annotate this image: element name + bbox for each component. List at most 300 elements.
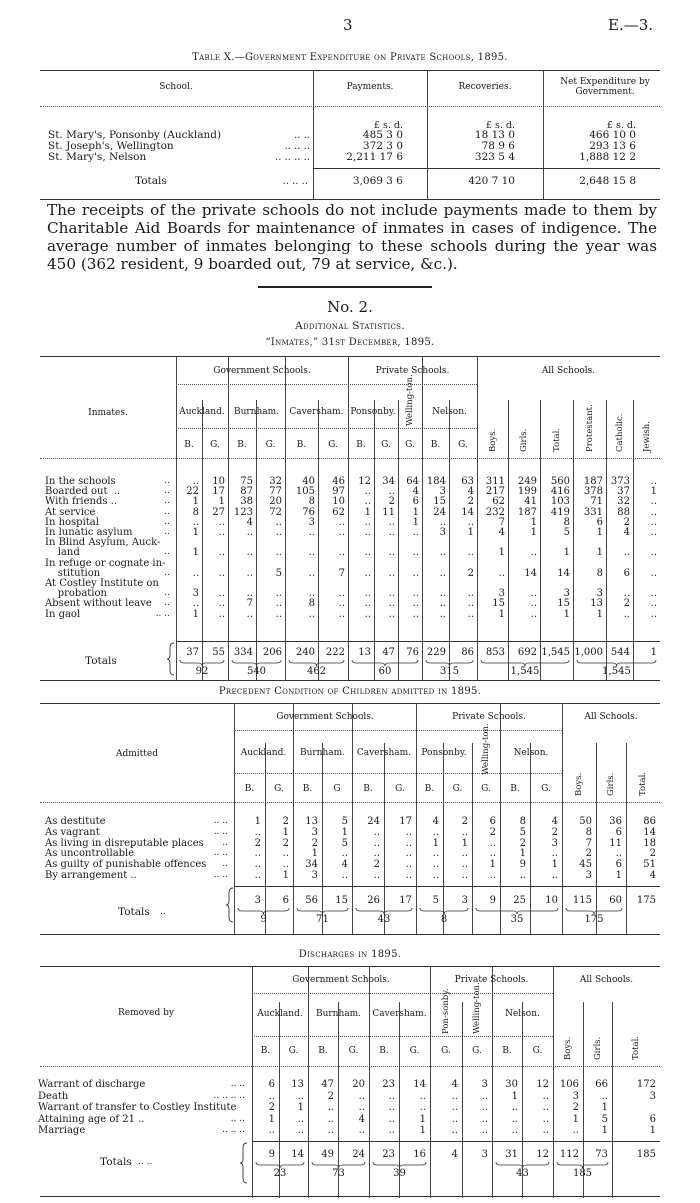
- total-net: 2,648 15 8: [579, 175, 636, 187]
- cell-value: ..: [388, 608, 395, 620]
- cell-value: ..: [419, 1102, 426, 1114]
- cell-value: 75: [240, 476, 253, 487]
- column-rule: [508, 400, 509, 680]
- cell-value: ..: [246, 547, 253, 559]
- cell-value: 37: [617, 486, 630, 498]
- cell-value: ..: [451, 1113, 458, 1125]
- cell-value: 6: [615, 859, 622, 871]
- unit-label: £ s. d.: [485, 120, 515, 131]
- cell-value: 4: [341, 859, 348, 871]
- sex-header: B.: [379, 1046, 389, 1056]
- total-value: 544: [610, 647, 630, 658]
- cell-value: 3: [311, 870, 318, 881]
- cell-value: 1: [489, 859, 496, 871]
- cell-value: ..: [297, 1125, 304, 1137]
- cell-value: ..: [275, 547, 282, 559]
- cell-value: 86: [643, 816, 656, 827]
- cell-value: ..: [388, 1113, 395, 1125]
- cell-value: ..: [405, 859, 412, 871]
- cell-value: ..: [308, 547, 315, 559]
- cell-value: 7: [338, 567, 345, 579]
- cell-value: 373: [610, 476, 630, 487]
- group-header-all: All Schools.: [579, 975, 634, 985]
- all-schools-header: Total.: [551, 427, 562, 452]
- sex-header: G.: [452, 784, 463, 794]
- section-number: No. 2.: [327, 298, 373, 316]
- rule-line: [176, 641, 660, 642]
- cell-value: ..: [364, 496, 371, 508]
- cell-value: 331: [583, 506, 603, 518]
- cell-value: 3: [311, 826, 318, 838]
- sex-header: B.: [424, 784, 435, 794]
- cell-value: ..: [461, 859, 468, 871]
- cell-value: ..: [338, 608, 345, 620]
- cell-value: ..: [388, 1125, 395, 1137]
- cell-value: 2: [551, 826, 558, 838]
- row-label: As guilty of punishable offences: [45, 859, 207, 871]
- leader-dots: .. ..: [138, 1157, 153, 1167]
- sex-header: B.: [237, 440, 247, 450]
- cell-value: 378: [583, 486, 603, 498]
- total-value: 73: [595, 1149, 608, 1160]
- cell-value: 1: [461, 837, 468, 849]
- group-total: 8: [440, 914, 448, 925]
- rule-line: [176, 428, 477, 429]
- cell-value: 2: [268, 1102, 275, 1114]
- cell-value: 4: [412, 486, 419, 498]
- row-label: probation: [45, 588, 107, 600]
- cell-value: ..: [388, 486, 395, 498]
- all-schools-header: Girls.: [606, 772, 616, 796]
- cell-value: ..: [275, 527, 282, 538]
- recoveries-value: 78 9 6: [481, 140, 515, 152]
- rule-line: [252, 1141, 660, 1142]
- rule-line: [40, 356, 660, 357]
- document-reference: E.—3.: [608, 16, 654, 34]
- row-label: Boarded out ..: [45, 486, 121, 498]
- total-value: 23: [382, 1149, 395, 1160]
- leader-dots: ..: [164, 496, 170, 507]
- group-total: 71: [316, 914, 329, 925]
- cell-value: 2: [467, 496, 474, 508]
- cell-value: 8: [596, 567, 603, 579]
- cell-value: 8: [563, 516, 570, 528]
- leader-dots: ..: [160, 907, 166, 917]
- school-header: Auckland.: [257, 1009, 303, 1019]
- leader-dots: .. .. ..: [222, 1125, 245, 1136]
- cell-value: ..: [364, 588, 371, 600]
- body-paragraph: The receipts of the private schools do not include payments made to them by Charitable Aid Boards for maintenance of inmates in cases of indigence. The average number of inmates belonging to these schools during the year was 450 (362 resident, 9 boarded out, 79 at service, &c.).: [47, 201, 657, 273]
- row-label: At Costley Institute on: [45, 578, 159, 589]
- total-value: 6: [282, 895, 289, 906]
- cell-value: ..: [358, 1102, 365, 1114]
- cell-value: ..: [650, 506, 657, 518]
- row-label: By arrangement ..: [45, 870, 137, 881]
- row-label: In hospital: [45, 516, 99, 528]
- cell-value: 7: [498, 516, 505, 528]
- cell-value: 1: [596, 608, 603, 620]
- cell-value: ..: [481, 1090, 488, 1102]
- cell-value: ..: [530, 588, 537, 600]
- sex-header: G.: [481, 784, 491, 794]
- sex-header: B.: [318, 1046, 328, 1056]
- cell-value: 416: [550, 486, 570, 498]
- cell-value: ..: [218, 567, 225, 579]
- total-value: 25: [513, 895, 526, 906]
- rule-line: [40, 70, 660, 71]
- group-total: 35: [510, 914, 524, 925]
- cell-value: 5: [341, 837, 348, 849]
- cell-value: ..: [388, 516, 395, 528]
- group-total: 92: [195, 666, 209, 677]
- group-total: 43: [516, 1168, 529, 1179]
- total-value: 10: [545, 895, 558, 906]
- cell-value: ..: [511, 1102, 518, 1114]
- cell-value: 3: [498, 588, 505, 600]
- school-header: Auckland.: [179, 407, 225, 417]
- cell-value: ..: [327, 1113, 334, 1125]
- cell-value: ..: [489, 837, 496, 849]
- sex-header: B.: [502, 1046, 512, 1056]
- cell-value: ..: [405, 870, 412, 881]
- cell-value: 1: [432, 837, 439, 849]
- sex-header: G.: [328, 440, 338, 450]
- group-header-government: Government Schools.: [292, 975, 390, 985]
- cell-value: ..: [338, 527, 345, 538]
- cell-value: 5: [519, 826, 526, 838]
- cell-value: 15: [557, 598, 570, 610]
- school-header: Auckland.: [240, 748, 287, 758]
- cell-value: 419: [550, 506, 570, 518]
- discharges-caption: Discharges in 1895.: [298, 949, 402, 960]
- cell-value: 3: [439, 527, 446, 538]
- cell-value: 24: [433, 506, 446, 518]
- row-label: With friends ..: [45, 496, 118, 508]
- group-total: 540: [246, 666, 267, 677]
- cell-value: ..: [327, 1125, 334, 1137]
- cell-value: ..: [650, 527, 657, 538]
- column-rule: [633, 400, 634, 680]
- total-value: 24: [352, 1149, 365, 1160]
- cell-value: ..: [275, 608, 282, 620]
- group-total: 462: [306, 666, 327, 677]
- cell-value: 6: [489, 816, 496, 827]
- cell-value: 4: [551, 816, 558, 827]
- cell-value: 51: [643, 859, 656, 871]
- cell-value: ..: [338, 598, 345, 610]
- cell-value: 14: [557, 567, 570, 579]
- cell-value: ..: [542, 1102, 549, 1114]
- cell-value: ..: [650, 567, 657, 579]
- cell-value: 1: [596, 527, 603, 538]
- sex-header: G.: [541, 784, 551, 794]
- cell-value: 103: [550, 496, 570, 508]
- total-value: 3: [481, 1149, 488, 1160]
- school-name: St. Mary's, Ponsonby (Auckland): [48, 129, 222, 141]
- cell-value: ..: [461, 826, 468, 838]
- school-name: St. Mary's, Nelson: [48, 151, 147, 163]
- sex-header: B.: [356, 440, 366, 450]
- sex-header: B.: [363, 784, 373, 794]
- cell-value: 4: [467, 486, 474, 498]
- leader-dots: .. ..: [155, 608, 170, 619]
- cell-value: ..: [192, 598, 199, 610]
- total-payments: 3,069 3 6: [352, 175, 403, 187]
- totals-label: Totals: [118, 906, 150, 918]
- group-total: 1,545: [602, 666, 631, 677]
- cell-value: 14: [413, 1079, 426, 1090]
- cell-value: 2: [282, 837, 289, 849]
- leader-dots: ..: [222, 837, 228, 848]
- sex-header: G.: [210, 440, 220, 450]
- group-total: 9: [260, 914, 267, 925]
- cell-value: 1: [192, 547, 199, 559]
- cell-value: 3: [192, 588, 199, 600]
- rule-line: [234, 773, 562, 774]
- group-total: 175: [584, 914, 604, 925]
- all-schools-header: Boys.: [563, 1036, 573, 1060]
- cell-value: ..: [364, 516, 371, 528]
- cell-value: 14: [461, 506, 474, 518]
- cell-value: ..: [467, 588, 474, 600]
- total-value: 4: [451, 1149, 458, 1160]
- cell-value: 6: [412, 496, 419, 508]
- cell-value: ..: [542, 1090, 549, 1102]
- cell-value: 2: [649, 848, 656, 860]
- rule-line: [40, 703, 660, 704]
- cell-value: ..: [246, 608, 253, 620]
- total-value: 16: [413, 1149, 426, 1160]
- cell-value: 3: [563, 588, 570, 600]
- sex-header: G.: [532, 1046, 543, 1056]
- cell-value: 20: [269, 496, 282, 508]
- unit-label: £ s. d.: [373, 120, 403, 131]
- cell-value: 4: [451, 1079, 458, 1090]
- cell-value: ..: [542, 1113, 549, 1125]
- cell-value: ..: [341, 848, 348, 860]
- sex-header: G: [333, 784, 341, 794]
- cell-value: ..: [615, 848, 622, 860]
- total-value: 206: [262, 647, 282, 658]
- group-total: 315: [439, 666, 460, 677]
- leader-dots: ..: [164, 598, 170, 609]
- cell-value: 3: [439, 486, 446, 498]
- group-header-government: Government Schools.: [276, 712, 374, 722]
- cell-value: ..: [218, 598, 225, 610]
- cell-value: ..: [218, 588, 225, 600]
- group-total: 43: [377, 914, 391, 925]
- row-label: land: [45, 547, 80, 559]
- total-value: 334: [233, 647, 253, 658]
- cell-value: 87: [240, 486, 253, 498]
- rule-line: [252, 993, 553, 994]
- total-value: 1,000: [574, 647, 603, 658]
- total-value: 240: [295, 647, 315, 658]
- leader-dots: .. .. .. ..: [275, 152, 310, 163]
- row-label: At service: [45, 506, 96, 518]
- cell-value: 34: [305, 859, 318, 871]
- total-value: 1,545: [541, 647, 570, 658]
- cell-value: 4: [498, 527, 505, 538]
- cell-value: ..: [297, 1113, 304, 1125]
- cell-value: ..: [650, 496, 657, 508]
- column-rule: [573, 400, 574, 680]
- cell-value: ..: [358, 1090, 365, 1102]
- all-schools-header: Jewish.: [641, 421, 652, 452]
- cell-value: ..: [388, 547, 395, 559]
- school-header: Burnham.: [315, 1009, 362, 1019]
- cell-value: ..: [297, 1090, 304, 1102]
- row-label: Absent without leave: [45, 598, 152, 610]
- total-value: 86: [461, 647, 474, 658]
- cell-value: ..: [341, 870, 348, 881]
- cell-value: ..: [467, 547, 474, 559]
- school-header: Nelson.: [513, 748, 549, 758]
- cell-value: 62: [332, 506, 345, 518]
- sex-header: G.: [472, 1046, 482, 1056]
- total-value: 115: [572, 895, 592, 906]
- row-label: As living in disreputable places: [45, 837, 204, 849]
- cell-value: 38: [240, 496, 253, 508]
- cell-value: 187: [517, 506, 537, 518]
- cell-value: 6: [623, 567, 630, 579]
- cell-value: ..: [542, 1125, 549, 1137]
- cell-value: 1: [601, 1125, 608, 1137]
- column-header-payments: Payments.: [346, 82, 394, 92]
- row-label: stitution: [45, 567, 101, 579]
- payments-value: 485 3 0: [362, 129, 403, 141]
- school-name: St. Joseph's, Wellington: [48, 140, 174, 152]
- cell-value: ..: [388, 1102, 395, 1114]
- cell-value: ..: [388, 598, 395, 610]
- cell-value: 1: [551, 859, 558, 871]
- group-total: 60: [378, 666, 392, 677]
- cell-value: 11: [609, 837, 622, 849]
- cell-value: 2: [311, 837, 318, 849]
- cell-value: ..: [373, 870, 380, 881]
- cell-value: ..: [432, 826, 439, 838]
- cell-value: 3: [572, 1090, 579, 1102]
- cell-value: 184: [426, 476, 446, 487]
- cell-value: 217: [485, 486, 505, 498]
- cell-value: ..: [338, 547, 345, 559]
- total-value: 5: [432, 895, 439, 906]
- cell-value: ..: [623, 588, 630, 600]
- cell-value: 11: [382, 506, 395, 518]
- row-label: Warrant of discharge: [38, 1079, 146, 1090]
- cell-value: ..: [275, 588, 282, 600]
- sex-header: G.: [441, 1046, 451, 1056]
- cell-value: 15: [492, 598, 505, 610]
- cell-value: ..: [650, 476, 657, 487]
- total-value: 15: [335, 895, 348, 906]
- cell-value: ..: [432, 859, 439, 871]
- cell-value: ..: [439, 588, 446, 600]
- leader-dots: .. ..: [230, 1113, 245, 1124]
- cell-value: 1: [412, 506, 419, 518]
- leader-dots: ..: [164, 547, 170, 558]
- cell-value: ..: [268, 1090, 275, 1102]
- row-label: Attaining age of 21 ..: [38, 1113, 145, 1125]
- cell-value: ..: [461, 848, 468, 860]
- cell-value: ..: [467, 598, 474, 610]
- cell-value: ..: [481, 1125, 488, 1137]
- cell-value: ..: [405, 837, 412, 849]
- cell-value: ..: [451, 1125, 458, 1137]
- cell-value: ..: [308, 527, 315, 538]
- cell-value: 63: [461, 476, 474, 487]
- rule-line: [40, 680, 660, 681]
- cell-value: ..: [530, 608, 537, 620]
- cell-value: 10: [212, 476, 225, 487]
- column-header-school: School.: [159, 82, 193, 92]
- rule-line: [313, 168, 660, 169]
- cell-value: 13: [291, 1079, 304, 1090]
- cell-value: 199: [517, 486, 537, 498]
- all-schools-header: Total.: [631, 1035, 641, 1060]
- cell-value: 8: [308, 598, 315, 610]
- row-label: Death: [38, 1090, 69, 1102]
- cell-value: 5: [341, 816, 348, 827]
- group-header-private: Private Schools.: [375, 366, 450, 376]
- cell-value: ..: [388, 567, 395, 579]
- cell-value: 232: [485, 506, 505, 518]
- all-schools-header: Girls.: [592, 1036, 603, 1060]
- cell-value: 6: [649, 1113, 656, 1125]
- cell-value: ..: [530, 598, 537, 610]
- leader-dots: .. .. .. ..: [213, 1090, 245, 1101]
- sex-header: B.: [302, 784, 313, 794]
- cell-value: 64: [406, 476, 419, 487]
- cell-value: ..: [218, 516, 225, 528]
- school-header: Nelson.: [432, 407, 467, 417]
- recoveries-value: 18 13 0: [474, 129, 515, 141]
- cell-value: ..: [192, 476, 199, 487]
- cell-value: ..: [650, 588, 657, 600]
- cell-value: 3: [596, 588, 603, 600]
- cell-value: ..: [489, 848, 496, 860]
- totals-brace: [167, 643, 175, 675]
- cell-value: 3: [585, 870, 592, 881]
- cell-value: ..: [481, 1113, 488, 1125]
- cell-value: 3: [551, 837, 558, 849]
- cell-value: 15: [433, 496, 446, 508]
- cell-value: ..: [364, 527, 371, 538]
- cell-value: 1: [218, 496, 225, 508]
- cell-value: 1: [596, 547, 603, 559]
- section-subtitle: “Inmates,” 31st December, 1895.: [265, 337, 435, 348]
- cell-value: ..: [530, 547, 537, 559]
- leader-dots: ..: [164, 476, 170, 486]
- total-value: 9: [489, 895, 496, 906]
- cell-value: ..: [308, 588, 315, 600]
- all-schools-header: Boys.: [574, 772, 584, 796]
- row-label: Warrant of transfer to Costley Institute: [38, 1102, 237, 1114]
- cell-value: ..: [364, 567, 371, 579]
- cell-value: 3: [481, 1079, 488, 1090]
- cell-value: 2: [623, 516, 630, 528]
- cell-value: ..: [623, 608, 630, 620]
- cell-value: 1: [649, 1125, 656, 1137]
- cell-value: 1: [341, 826, 348, 838]
- all-schools-header: Catholic.: [614, 413, 625, 452]
- cell-value: ..: [388, 588, 395, 600]
- cell-value: 2: [388, 496, 395, 508]
- cell-value: 1: [519, 848, 526, 860]
- cell-value: ..: [412, 527, 419, 538]
- cell-value: ..: [439, 598, 446, 610]
- cell-value: 172: [636, 1079, 656, 1090]
